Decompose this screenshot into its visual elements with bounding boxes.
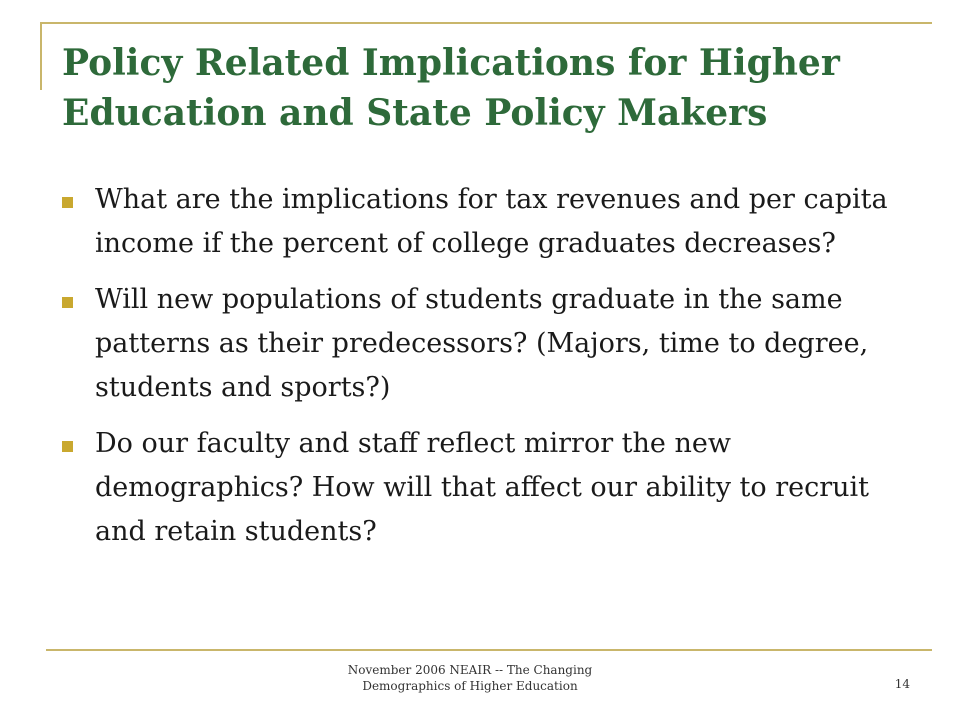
footer-line-2: Demographics of Higher Education	[362, 679, 578, 693]
bullet-item	[60, 178, 910, 266]
bullet-item	[60, 278, 910, 410]
bullet-text: Do our faculty and staff reflect mirror the new demographics? How will that affect our ability to recruit and retain students?	[95, 428, 870, 547]
footer-line-1: November 2006 NEAIR -- The Changing	[347, 663, 593, 677]
bullet-list	[60, 178, 910, 566]
frame-top-border	[40, 22, 932, 24]
slide-title: Policy Related Implications for Higher Education and State Policy Makers	[62, 42, 840, 134]
square-bullet-icon	[62, 197, 73, 208]
bullet-item	[60, 422, 910, 554]
square-bullet-icon	[62, 297, 73, 308]
frame-left-border	[40, 22, 42, 90]
footer-divider	[46, 649, 932, 651]
square-bullet-icon	[62, 441, 73, 452]
footer-caption	[300, 662, 640, 694]
bullet-text: Will new populations of students graduate in the same patterns as their predecessors? (Majors, time to degree, students and sports?)	[95, 284, 869, 403]
bullet-text: What are the implications for tax revenues and per capita income if the percent of college graduates decreases?	[95, 184, 888, 259]
page-number: 14	[894, 677, 910, 691]
